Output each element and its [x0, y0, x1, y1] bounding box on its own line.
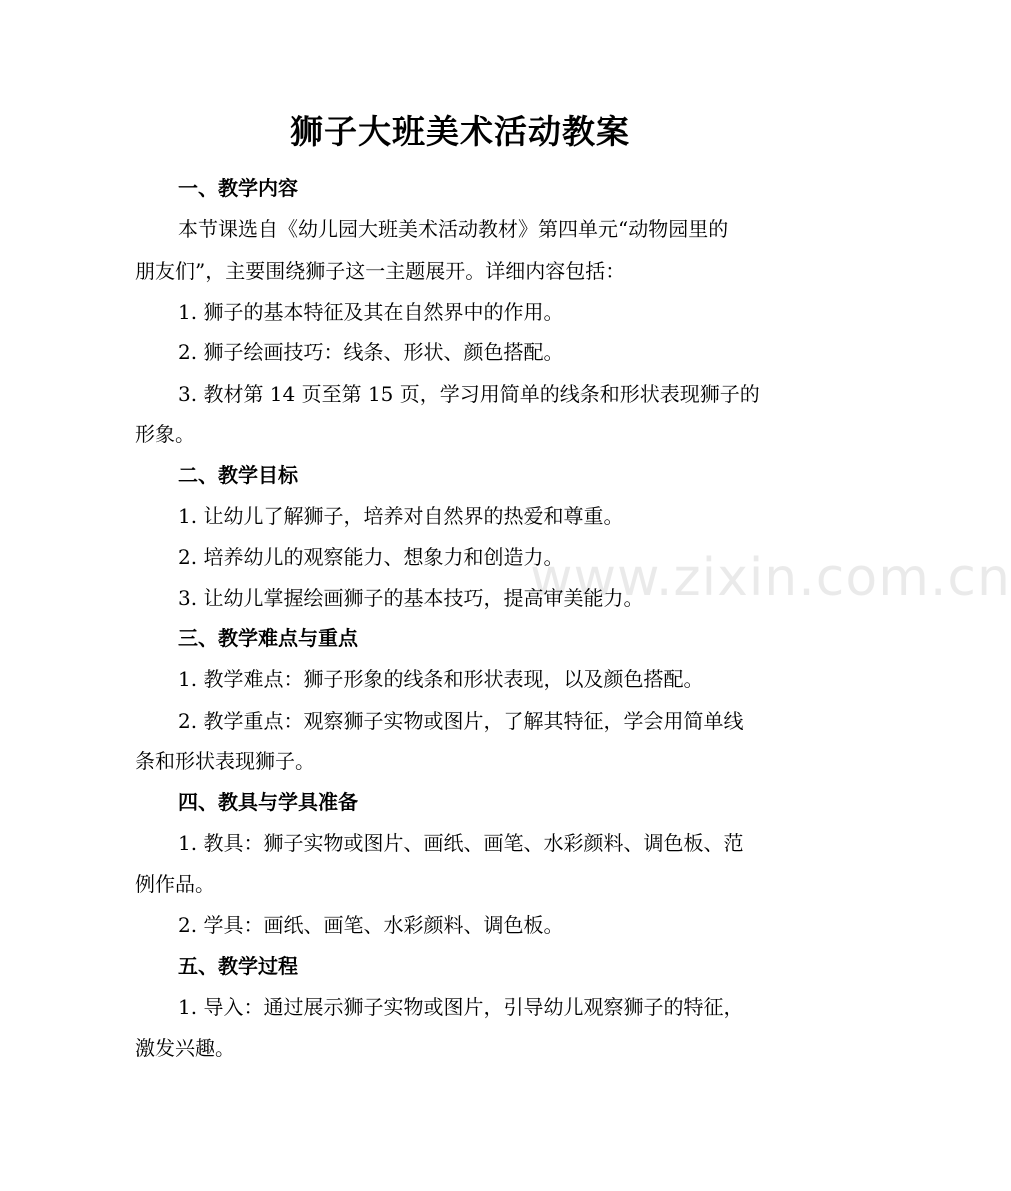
content-paragraph-line-2: 朋友们”，主要围绕狮子这一主题展开。详细内容包括：: [135, 259, 626, 283]
goals-item-1: 1. 让幼儿了解狮子，培养对自然界的热爱和尊重。: [178, 504, 624, 528]
section-heading-focus: 三、教学难点与重点: [178, 626, 358, 650]
section-heading-materials: 四、教具与学具准备: [178, 790, 358, 814]
process-item-1-line-2: 激发兴趣。: [135, 1036, 235, 1060]
goals-item-2: 2. 培养幼儿的观察能力、想象力和创造力。: [178, 545, 564, 569]
materials-item-1-line-2: 例作品。: [135, 872, 215, 896]
section-heading-process: 五、教学过程: [178, 954, 298, 978]
document-title: 狮子大班美术活动教案: [290, 112, 630, 151]
focus-item-2-line-2: 条和形状表现狮子。: [135, 749, 315, 773]
focus-item-1: 1. 教学难点：狮子形象的线条和形状表现，以及颜色搭配。: [178, 667, 704, 691]
section-heading-content: 一、教学内容: [178, 176, 298, 200]
goals-item-3: 3. 让幼儿掌握绘画狮子的基本技巧，提高审美能力。: [178, 586, 644, 610]
content-paragraph-line-1: 本节课选自《幼儿园大班美术活动教材》第四单元“动物园里的: [178, 217, 729, 241]
content-item-3-line-1: 3. 教材第 14 页至第 15 页，学习用简单的线条和形状表现狮子的: [178, 382, 760, 406]
watermark: www.zixin.com.cn: [530, 548, 1011, 608]
focus-item-2-line-1: 2. 教学重点：观察狮子实物或图片，了解其特征，学会用简单线: [178, 709, 744, 733]
materials-item-2: 2. 学具：画纸、画笔、水彩颜料、调色板。: [178, 913, 564, 937]
materials-item-1-line-1: 1. 教具：狮子实物或图片、画纸、画笔、水彩颜料、调色板、范: [178, 831, 744, 855]
content-item-1: 1. 狮子的基本特征及其在自然界中的作用。: [178, 300, 564, 324]
content-item-2: 2. 狮子绘画技巧：线条、形状、颜色搭配。: [178, 340, 564, 364]
content-item-3-line-2: 形象。: [135, 422, 195, 446]
section-heading-goals: 二、教学目标: [178, 463, 298, 487]
process-item-1-line-1: 1. 导入：通过展示狮子实物或图片，引导幼儿观察狮子的特征，: [178, 995, 744, 1019]
